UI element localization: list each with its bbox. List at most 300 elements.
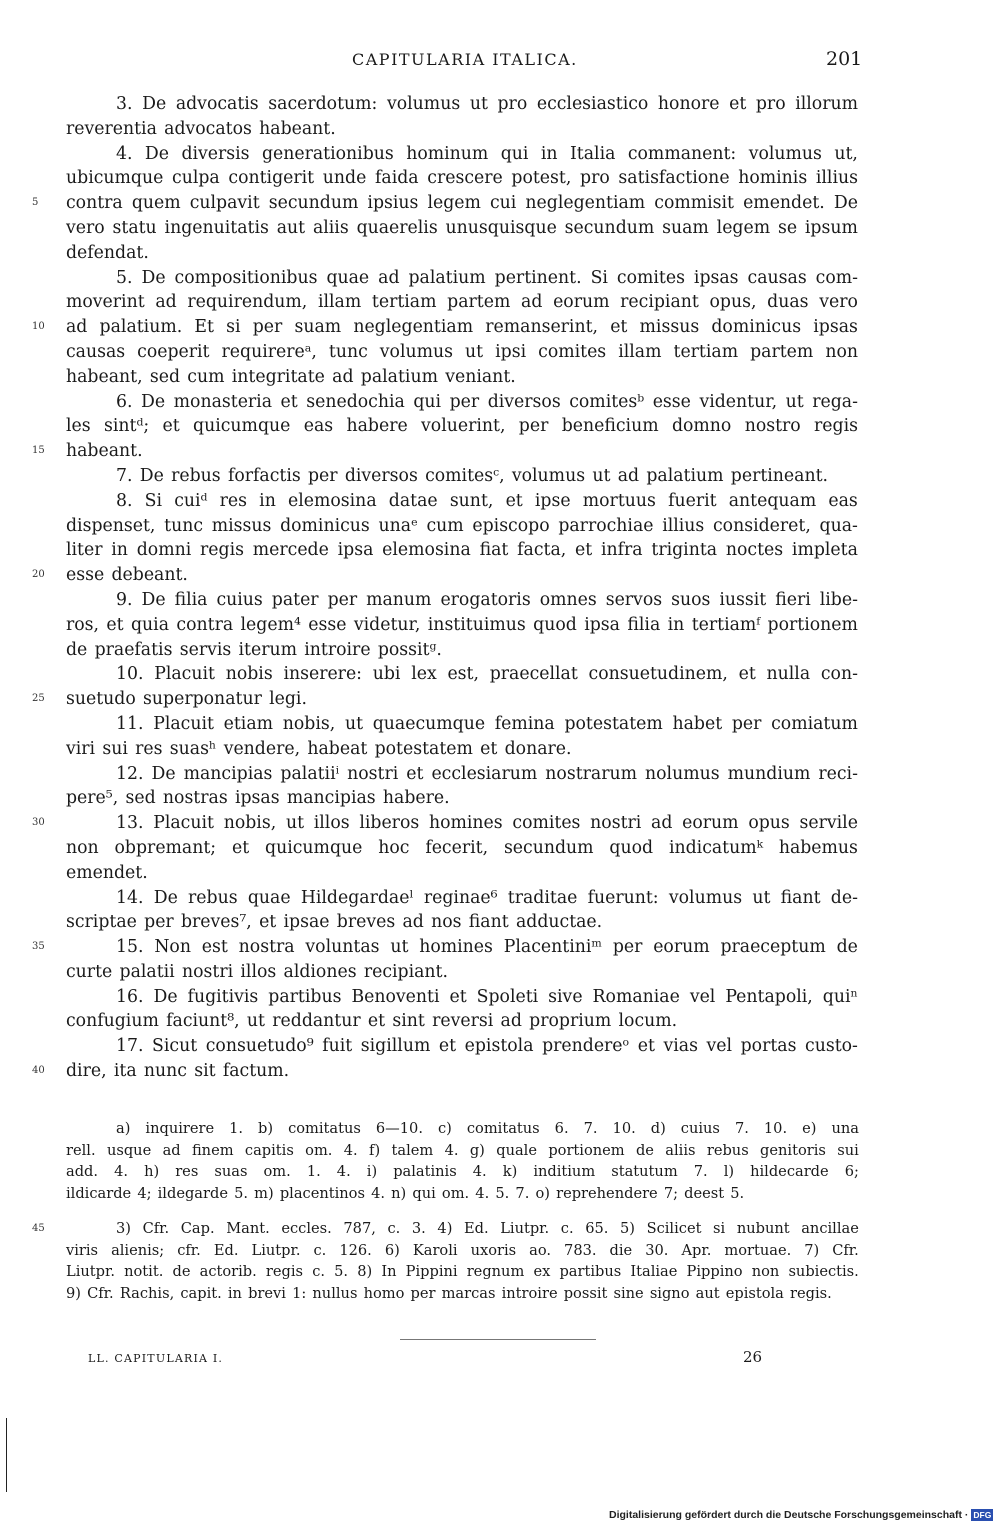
word: vias <box>663 1036 698 1057</box>
word: ipsas <box>693 267 739 288</box>
word: secundum <box>503 837 594 858</box>
word: Pippini <box>405 1263 458 1280</box>
word: per <box>449 391 480 412</box>
word: requirendum, <box>187 292 308 313</box>
word: mortuus <box>582 490 656 511</box>
note-line <box>66 1183 859 1205</box>
word: et <box>406 763 424 784</box>
word: 7. <box>116 465 133 486</box>
word: domni <box>136 540 192 561</box>
word: aut <box>695 1284 720 1302</box>
word: femina <box>494 713 555 734</box>
word: ita <box>113 1061 137 1082</box>
word: tunc <box>328 341 368 362</box>
word: datae <box>388 490 438 511</box>
word: habeant. <box>259 118 336 139</box>
word: alienis; <box>111 1241 165 1259</box>
word: h) <box>144 1163 160 1180</box>
word: res <box>219 490 247 511</box>
word: fugitivis <box>187 986 259 1007</box>
word: ipsas <box>813 317 858 338</box>
word: 5. <box>730 1184 745 1202</box>
text-line <box>66 514 858 539</box>
word: causas <box>747 267 807 288</box>
word: introire <box>304 639 371 660</box>
word: habere. <box>382 788 450 809</box>
word: volumus <box>748 143 822 164</box>
word: eorum <box>682 813 739 834</box>
word: ancillae <box>801 1220 859 1237</box>
word: nostras <box>162 788 228 809</box>
word: ad <box>162 1141 181 1159</box>
word: per <box>327 589 358 610</box>
word: Si <box>590 267 608 288</box>
word: Si <box>144 490 163 511</box>
word: potestatem <box>564 713 663 734</box>
word: unaᵉ <box>378 515 418 536</box>
word: 4. <box>371 1184 386 1202</box>
word: ipse <box>534 490 571 511</box>
note-line <box>66 1240 859 1262</box>
word: 3) <box>116 1220 131 1237</box>
word: regis <box>814 416 858 437</box>
word: Spoleti <box>476 986 539 1007</box>
word: 10. <box>116 664 144 685</box>
word: a) <box>116 1120 131 1137</box>
scan-edge-line <box>6 1418 7 1492</box>
word: potestatem <box>374 738 473 759</box>
text-line <box>32 315 858 340</box>
word: habere <box>346 416 408 437</box>
word: cum <box>187 366 225 387</box>
word: Benoventi <box>351 986 440 1007</box>
word: cui <box>490 193 517 214</box>
word: ubicumque <box>66 168 164 189</box>
word: recipiant. <box>363 961 448 982</box>
word: facta, <box>517 540 567 561</box>
word: aliis <box>665 1141 696 1159</box>
word: 9) <box>66 1284 81 1302</box>
word: nostrarum <box>545 763 637 784</box>
word: possitᵍ. <box>377 639 442 660</box>
word: secundum <box>564 217 655 238</box>
word: et <box>367 1011 386 1032</box>
word: 5. <box>495 1184 510 1202</box>
word: volumus <box>386 94 461 114</box>
word: 7. <box>515 1184 530 1202</box>
word: ad <box>500 1011 522 1032</box>
word: ildicarde <box>66 1184 132 1202</box>
word: volumus <box>511 465 586 486</box>
word: qui <box>500 143 529 164</box>
word: regis <box>265 1263 304 1280</box>
word: filia <box>627 614 661 635</box>
word: ad <box>521 292 543 313</box>
word: b) <box>258 1120 274 1137</box>
word: sigillum <box>360 1036 431 1057</box>
word: Scilicet <box>646 1220 702 1237</box>
word: Ed. <box>463 1220 489 1237</box>
word: remanserint, <box>485 317 599 338</box>
word: actorib. <box>199 1263 257 1280</box>
word: 7. <box>583 1120 598 1137</box>
word: sed <box>149 366 181 387</box>
word: comites <box>538 341 607 362</box>
word: consuetudinem, <box>588 664 728 685</box>
word: veniant. <box>445 366 516 387</box>
word: in <box>667 614 685 635</box>
word: si <box>226 317 241 338</box>
word: neglegentiam <box>353 317 474 338</box>
word: faida <box>375 168 419 189</box>
text-line <box>32 1059 858 1084</box>
line-number: 40 <box>32 1065 45 1077</box>
word: aut <box>276 217 306 238</box>
word: sacerdotum: <box>268 94 378 114</box>
word: liter <box>66 540 103 561</box>
word: Liutpr. <box>500 1220 550 1237</box>
word: illius <box>662 515 705 536</box>
word: ipsas <box>234 788 280 809</box>
word: ao. <box>529 1241 552 1259</box>
word: filia <box>174 589 208 610</box>
word: rell. <box>66 1141 96 1159</box>
word: quaerelis <box>356 217 438 238</box>
word: 11. <box>116 713 144 734</box>
word: 4. <box>475 1184 490 1202</box>
word: causas <box>66 341 126 362</box>
text-line <box>66 613 858 638</box>
word: om. <box>263 1163 291 1180</box>
word: vel <box>706 1036 733 1057</box>
word: 1: <box>292 1284 307 1302</box>
word: tertiam <box>371 292 437 313</box>
word: non <box>751 1263 780 1280</box>
word: non <box>66 837 99 858</box>
note-line <box>32 1218 859 1240</box>
word: sint <box>392 1011 425 1032</box>
word: sunt, <box>449 490 494 511</box>
text-line <box>66 489 858 514</box>
text-line <box>66 1034 858 1059</box>
word: ut <box>390 937 409 958</box>
word: de <box>836 937 858 958</box>
word: finem <box>191 1141 234 1159</box>
word: fuerunt: <box>587 887 659 908</box>
word: quem <box>131 193 181 214</box>
word: triginta <box>651 540 718 561</box>
word: Pentapoli, <box>725 986 813 1007</box>
word: sed <box>125 788 156 809</box>
word: homines <box>419 937 493 958</box>
word: suos <box>671 589 711 610</box>
word: Hildegardaeˡ <box>300 887 414 908</box>
word: 13. <box>116 813 144 834</box>
word: fuerit <box>668 490 717 511</box>
word: comites <box>512 813 581 834</box>
word: ecclesiastico <box>536 94 649 114</box>
word: ipsa <box>584 614 620 635</box>
word: senedochia <box>306 391 405 412</box>
word: praefatis <box>94 639 173 660</box>
word: ad <box>617 465 640 486</box>
word: cuius <box>216 589 263 610</box>
word: sui <box>837 1141 859 1159</box>
word: c. <box>560 1220 574 1237</box>
word: nostro <box>744 416 801 437</box>
word: statutum <box>611 1163 678 1180</box>
word: Karoli <box>412 1241 458 1259</box>
line-number: 10 <box>32 321 45 333</box>
line-number: 35 <box>32 941 45 953</box>
word: Placuit <box>153 713 214 734</box>
line-number: 25 <box>32 693 45 705</box>
word: ut <box>469 94 488 114</box>
word: illos <box>240 961 277 982</box>
note-line <box>66 1140 859 1162</box>
word: iussit <box>719 589 767 610</box>
word: brevi <box>248 1284 286 1302</box>
word: res <box>135 738 163 759</box>
word: 4. <box>472 1163 487 1180</box>
word: Romaniae <box>592 986 680 1007</box>
word: ipsi <box>495 341 527 362</box>
word: 5. <box>334 1263 349 1280</box>
word: palatium <box>408 267 486 288</box>
word: culpa <box>172 168 220 189</box>
word: iterum <box>238 639 297 660</box>
text-line <box>66 414 858 439</box>
word: genitoris <box>760 1141 826 1159</box>
note-line <box>66 1161 859 1183</box>
word: palatium <box>646 465 724 486</box>
text-line <box>66 985 858 1010</box>
word: pertinent. <box>494 267 582 288</box>
word: ildegarde <box>157 1184 228 1202</box>
word: 7. <box>734 1120 749 1137</box>
text-line <box>66 117 858 142</box>
word: g) <box>469 1141 485 1159</box>
word: om. <box>305 1141 333 1159</box>
word: diversos <box>344 465 418 486</box>
sheet-number: 26 <box>743 1348 763 1366</box>
word: suas <box>214 1163 248 1180</box>
word: Cfr. <box>832 1241 859 1259</box>
word: 6. <box>116 391 133 412</box>
word: consuetudo⁹ <box>205 1036 314 1057</box>
word: pro <box>497 94 528 114</box>
word: antequam <box>728 490 817 511</box>
word: 5. <box>234 1184 249 1202</box>
word: 8) <box>357 1263 373 1280</box>
word: esse <box>308 614 347 635</box>
word: recipiant <box>620 292 699 313</box>
word: epistola <box>464 1036 534 1057</box>
word: c. <box>312 1263 325 1280</box>
word: regis. <box>790 1284 832 1302</box>
word: 6—10. <box>375 1120 423 1137</box>
word: consideret, <box>713 515 811 536</box>
word: viri <box>66 738 96 759</box>
word: quae <box>247 887 291 908</box>
word: et <box>438 1036 457 1057</box>
word: et <box>259 912 277 933</box>
word: suasʰ <box>169 738 217 759</box>
word: servis <box>179 639 232 660</box>
note-line <box>66 1118 859 1140</box>
word: per <box>731 713 762 734</box>
text-line <box>66 786 858 811</box>
word: sine <box>613 1284 644 1302</box>
word: Sicut <box>152 1036 198 1057</box>
text-line <box>66 390 858 415</box>
word: opus <box>748 813 790 834</box>
word: scriptae <box>66 912 137 933</box>
word: culpavit <box>189 193 260 214</box>
word: ut, <box>834 143 858 164</box>
word: 10. <box>612 1120 636 1137</box>
word: contra <box>66 193 123 214</box>
word: o) <box>535 1184 550 1202</box>
word: Italia <box>569 143 616 164</box>
word: noctes <box>725 540 784 561</box>
word: superponatur <box>143 689 262 710</box>
footer-rule <box>400 1339 596 1340</box>
word: tertiam <box>673 341 739 362</box>
word: De <box>141 391 166 412</box>
word: esse <box>66 565 105 586</box>
word: ut <box>465 341 484 362</box>
word: ad <box>332 366 354 387</box>
word: per <box>612 937 643 958</box>
word: 9. <box>116 589 133 610</box>
word: dominicus <box>280 515 370 536</box>
word: custo- <box>805 1036 858 1057</box>
word: commanent: <box>627 143 737 164</box>
word: ut <box>285 813 305 834</box>
word: inserere: <box>283 664 362 685</box>
word: per <box>410 1284 436 1302</box>
word: quod <box>609 837 654 858</box>
word: Non <box>154 937 191 958</box>
word: 7) <box>804 1241 820 1259</box>
word: in <box>259 490 276 511</box>
word: et <box>729 94 747 114</box>
word: fieri <box>775 589 811 610</box>
text-line <box>32 563 858 588</box>
text-line <box>66 737 858 762</box>
word: sui <box>102 738 128 759</box>
word: infra <box>600 540 643 561</box>
word: et <box>106 614 124 635</box>
word: quod <box>533 614 577 635</box>
word: mancipias <box>183 763 273 784</box>
word: commisit <box>654 193 734 214</box>
word: mancipias <box>286 788 376 809</box>
word: vendere, <box>223 738 301 759</box>
word: mercede <box>252 540 329 561</box>
word: suam <box>662 217 709 238</box>
word: comitesᵇ <box>569 391 645 412</box>
word: com- <box>815 267 858 288</box>
word: 1. <box>229 1120 244 1137</box>
word: confugium <box>66 1011 159 1032</box>
word: prendereᵒ <box>542 1036 630 1057</box>
word: breves⁷, <box>180 912 252 933</box>
word: de <box>172 1263 191 1280</box>
word: l) <box>723 1163 735 1180</box>
word: ut <box>344 713 364 734</box>
word: vero <box>66 217 105 238</box>
word: viris <box>66 1241 99 1259</box>
word: vel <box>689 986 716 1007</box>
word: nullus <box>312 1284 358 1302</box>
word: vero <box>819 292 858 313</box>
word: nobis, <box>282 713 336 734</box>
word: tunc <box>164 515 204 536</box>
word: legem <box>716 217 771 238</box>
dfg-credit-text: Digitalisierung gefördert durch die Deutsche Forschungsgemeinschaft · <box>609 1509 969 1521</box>
word: et <box>610 317 628 338</box>
word: comitatus <box>288 1120 361 1137</box>
word: De <box>153 887 178 908</box>
word: d) <box>650 1120 666 1137</box>
word: om. <box>441 1184 470 1202</box>
word: una <box>831 1120 859 1137</box>
word: contra <box>176 614 234 635</box>
word: factum. <box>222 1061 290 1082</box>
word: capit. <box>180 1284 222 1302</box>
word: nobis <box>225 664 273 685</box>
word: quaecumque <box>372 713 486 734</box>
word: nostri <box>590 813 642 834</box>
word: De <box>151 763 176 784</box>
word: nostri <box>347 763 399 784</box>
word: De <box>144 143 170 164</box>
word: 8. <box>116 490 133 511</box>
word: De <box>153 986 178 1007</box>
word: ecclesiarum <box>431 763 538 784</box>
word: satisfactione <box>618 168 730 189</box>
word: traditae <box>507 887 578 908</box>
word: qua- <box>819 515 858 536</box>
line-number: 45 <box>32 1223 45 1234</box>
word: domno <box>671 416 732 437</box>
main-text <box>32 92 858 1084</box>
word: f) <box>369 1141 381 1159</box>
word: ut <box>752 887 771 908</box>
word: de- <box>830 887 858 908</box>
word: habeant, <box>66 366 143 387</box>
word: epistola <box>725 1284 784 1302</box>
word: dominicus <box>711 317 802 338</box>
word: Et <box>194 317 214 338</box>
word: quale <box>496 1141 537 1159</box>
word: eas <box>303 416 334 437</box>
word: proprium <box>529 1011 612 1032</box>
text-line <box>66 1009 858 1034</box>
text-line <box>66 836 858 861</box>
word: diversos <box>487 391 561 412</box>
word: crescere <box>427 168 503 189</box>
word: marcas <box>441 1284 496 1302</box>
word: nulla <box>766 664 811 685</box>
word: quicumque <box>193 416 291 437</box>
word: ad <box>66 317 88 338</box>
text-line <box>66 861 858 886</box>
word: pertineant. <box>730 465 829 486</box>
word: capitis <box>244 1141 294 1159</box>
